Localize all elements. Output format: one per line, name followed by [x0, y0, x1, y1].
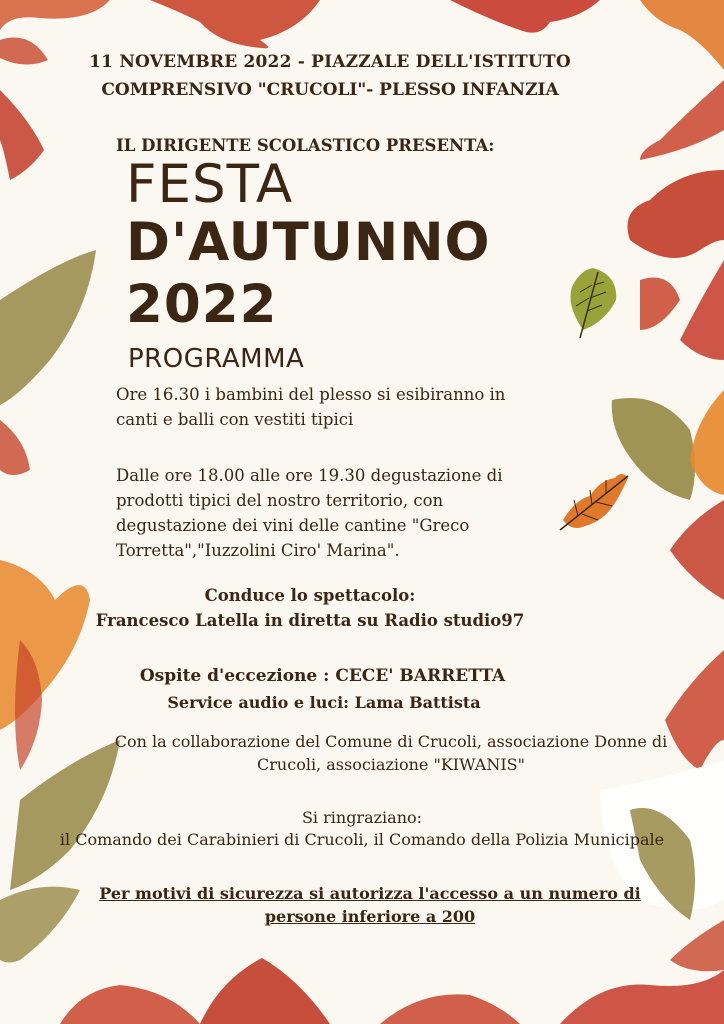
event-date-location-line2: COMPRENSIVO "CRUCOLI"- PLESSO INFANZIA [101, 80, 559, 100]
leaf-left-olive-icon [0, 250, 96, 405]
program-item-1: Ore 16.30 i bambini del plesso si esibiranno in canti e balli con vestiti tipici [116, 385, 506, 429]
program-item-2: Dalle ore 18.00 alle ore 19.30 degustazione di prodotti tipici del nostro territorio, con degustazione dei vini delle cantine "Greco Torretta","Iuzzolini Ciro' Marina". [116, 466, 503, 560]
leaf-left-red-icon [0, 90, 44, 180]
safety-notice: Per motivi di sicurezza si autorizza l'accesso a un numero di persone inferiore a 200 [99, 884, 641, 926]
leaf-bottom-mid-icon [380, 994, 520, 1024]
title-line3: 2022 [126, 274, 278, 335]
leaf-right-red5-icon [670, 500, 724, 600]
leaf-right-red2-icon [628, 170, 724, 258]
leaf-bottom-left-icon [60, 985, 200, 1024]
leaf-top-right-icon [450, 0, 600, 33]
leaf-left-red2-icon [0, 420, 30, 475]
leaf-top-left-icon [0, 0, 110, 30]
leaf-top-center-icon [150, 0, 320, 48]
thanks-text: il Comando dei Carabinieri di Crucoli, il Comando della Polizia Municipale [59, 830, 665, 849]
leaf-left-olive3-icon [0, 887, 80, 963]
title-line2: D'AUTUNNO [126, 212, 491, 273]
leaf-right-red6-icon [665, 650, 724, 770]
small-green-leaf-icon [570, 268, 616, 338]
leaf-right-orange-icon [690, 390, 724, 495]
host-label: Conduce lo spettacolo: [204, 586, 416, 605]
program-heading: PROGRAMMA [128, 344, 305, 374]
collaboration-text: Con la collaborazione del Comune di Crucoli, associazione Donne di Crucoli, associazione "KIWANIS" [114, 732, 668, 774]
host-name: Francesco Latella in diretta su Radio studio97 [95, 611, 525, 630]
small-oak-leaf-icon [560, 474, 628, 530]
leaf-bottom-center-icon [200, 958, 330, 1024]
service-line: Service audio e luci: Lama Battista [167, 693, 481, 712]
presenter-line: IL DIRIGENTE SCOLASTICO PRESENTA: [116, 136, 495, 155]
guest-line: Ospite d'eccezione : CECE' BARRETTA [139, 666, 506, 686]
event-date-location-line1: 11 NOVEMBRE 2022 - PIAZZALE DELL'ISTITUTO [89, 52, 571, 72]
leaf-right-red3-icon [640, 278, 680, 331]
thanks-heading: Si ringraziano: [301, 808, 423, 827]
leaf-right-red4-icon [680, 260, 724, 360]
leaf-right-red7-icon [670, 920, 724, 971]
leaf-bottom-right-icon [560, 970, 724, 1024]
title-line1: FESTA [126, 154, 294, 215]
